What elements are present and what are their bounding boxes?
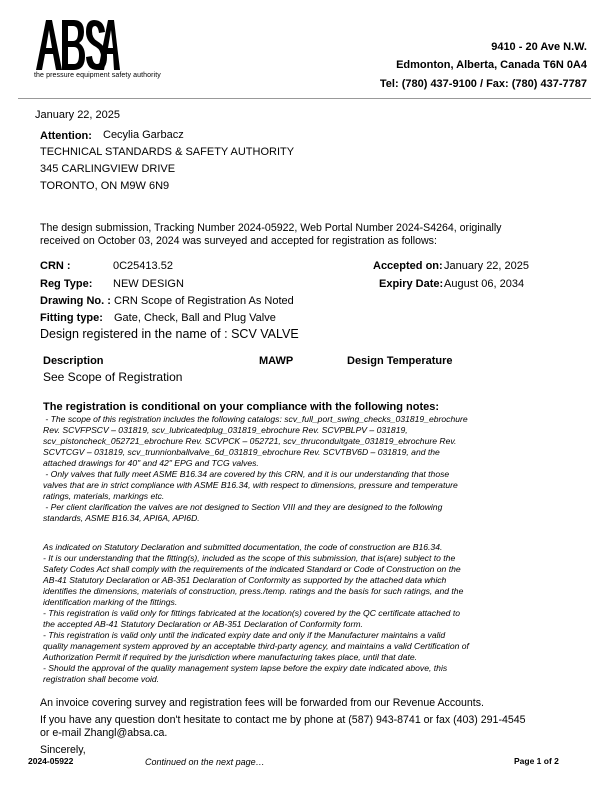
crn-label: CRN : xyxy=(40,260,71,272)
attention-label: Attention: xyxy=(40,130,92,142)
fitting-type-value: Gate, Check, Ball and Plug Valve xyxy=(114,312,276,324)
phone-fax-line: Tel: (780) 437-9100 / Fax: (780) 437-7787 xyxy=(379,78,587,90)
standard-line: identifies the dimensions, materials of construction, press./temp. ratings and the basis for such ratings, and the xyxy=(43,586,464,596)
header-divider xyxy=(18,98,591,99)
col-header-mawp: MAWP xyxy=(259,355,294,367)
note-line: - Per client clarification the valves are not designed to Section VIII and they are designed to the following xyxy=(43,502,443,512)
note-line: scv_pistoncheck_052721_ebrochure Rev. SCVPCK – 052721, scv_thruconduitgate_031819_ebrochure Rev. xyxy=(43,436,457,446)
standard-line: quality management system approved by an acceptable third-party agency, and maintains a valid Certification of xyxy=(43,641,469,651)
standard-line: As indicated on Statutory Declaration and submitted documentation, the code of construction are B16.34. xyxy=(43,542,443,552)
attention-name: Cecylia Garbacz xyxy=(103,129,184,141)
address-line-street: 9410 - 20 Ave N.W. xyxy=(491,41,587,53)
address-line-city: Edmonton, Alberta, Canada T6N 0A4 xyxy=(396,59,587,71)
invoice-note: An invoice covering survey and registration fees will be forwarded from our Revenue Accounts. xyxy=(40,697,484,709)
note-line: standards, ASME B16.34, API6A, API6D. xyxy=(43,513,200,523)
contact-line-2: or e-mail Zhangl@absa.ca. xyxy=(40,727,168,739)
fitting-type-label: Fitting type: xyxy=(40,312,103,324)
standards-notes xyxy=(43,542,573,685)
note-line: ratings, materials, markings etc. xyxy=(43,491,165,501)
note-line: valves that are in strict compliance with ASME B16.34, with respect to dimensions, pressure and temperature xyxy=(43,480,458,490)
conditions-heading: The registration is conditional on your compliance with the following notes: xyxy=(43,401,440,413)
standard-line: Safety Codes Act shall comply with the requirements of the indicated Standard or Code of Construction on the xyxy=(43,564,461,574)
standard-line: - Should the approval of the quality management system lapse before the expiry date indicated above, this xyxy=(43,663,448,673)
absa-logo xyxy=(34,16,120,72)
note-line: - Only valves that fully meet ASME B16.34 are covered by this CRN, and it is our understanding that those xyxy=(43,469,450,479)
standard-line: - It is our understanding that the fitting(s), included as the scope of this submission, that is(are) subject to the xyxy=(43,553,456,563)
recipient-organization: TECHNICAL STANDARDS & SAFETY AUTHORITY xyxy=(40,146,295,158)
note-line: - The scope of this registration includes the following catalogs: scv_full_port_swing_checks_031819_ebrochure xyxy=(43,414,468,424)
table-row-description: See Scope of Registration xyxy=(43,370,183,384)
standard-line: registration shall become void. xyxy=(43,674,160,684)
footer-page-number: Page 1 of 2 xyxy=(514,756,559,766)
col-header-description: Description xyxy=(43,355,104,367)
standard-line: - This registration is valid only for fittings fabricated at the location(s) covered by the QC certificate attached to xyxy=(43,608,460,618)
registered-in-name-of: Design registered in the name of : SCV VALVE xyxy=(40,327,299,341)
letter-date: January 22, 2025 xyxy=(35,109,121,121)
intro-line-1: The design submission, Tracking Number 2024-05922, Web Portal Number 2024-S4264, originally xyxy=(40,222,502,234)
crn-value: 0C25413.52 xyxy=(113,260,173,272)
note-line: SCVTCGV – 031819, scv_trunnionballvalve_6d_031819_ebrochure Rev. SCVTBV6D – 031819, and the xyxy=(43,447,440,457)
note-line: Rev. SCVFPSCV – 031819, scv_lubricatedplug_031819_ebrochure Rev. SCVPBLPV – 031819, xyxy=(43,425,408,435)
expiry-date-value: August 06, 2034 xyxy=(444,278,525,290)
col-header-design-temperature: Design Temperature xyxy=(347,355,453,367)
sincerely: Sincerely, xyxy=(40,744,86,756)
recipient-street: 345 CARLINGVIEW DRIVE xyxy=(40,163,176,175)
conditions-notes xyxy=(43,414,573,524)
reg-type-value: NEW DESIGN xyxy=(113,278,184,290)
drawing-no-value: CRN Scope of Registration As Noted xyxy=(114,295,294,307)
note-line: attached drawings for 40" and 42" EPG and TCG valves. xyxy=(43,458,259,468)
footer-tracking-number: 2024-05922 xyxy=(28,756,74,766)
footer-continued: Continued on the next page… xyxy=(145,757,265,767)
contact-line-1: If you have any question don't hesitate to contact me by phone at (587) 943-8741 or fax (403) 291-4545 xyxy=(40,714,526,726)
recipient-city: TORONTO, ON M9W 6N9 xyxy=(40,180,170,192)
standard-line: Authorization Permit if required by the jurisdiction where manufacturing takes place, until that date. xyxy=(43,652,418,662)
reg-type-label: Reg Type: xyxy=(40,278,93,290)
standard-line: the accepted AB-41 Statutory Declaration or AB-351 Declaration of Conformity form. xyxy=(43,619,363,629)
logo-tagline: the pressure equipment safety authority xyxy=(34,72,161,79)
standard-line: identification marking of the fittings. xyxy=(43,597,178,607)
standard-line: AB-41 Statutory Declaration or AB-351 Declaration of Conformity as supported by the attached data which xyxy=(43,575,447,585)
intro-line-2: received on October 03, 2024 was surveyed and accepted for registration as follows: xyxy=(40,235,437,247)
standard-line: - This registration is valid only until the indicated expiry date and only if the Manufacturer maintains a valid xyxy=(43,630,446,640)
accepted-on-value: January 22, 2025 xyxy=(444,260,530,272)
expiry-date-label: Expiry Date: xyxy=(379,278,444,290)
drawing-no-label: Drawing No. : xyxy=(40,295,111,307)
accepted-on-label: Accepted on: xyxy=(373,260,443,272)
